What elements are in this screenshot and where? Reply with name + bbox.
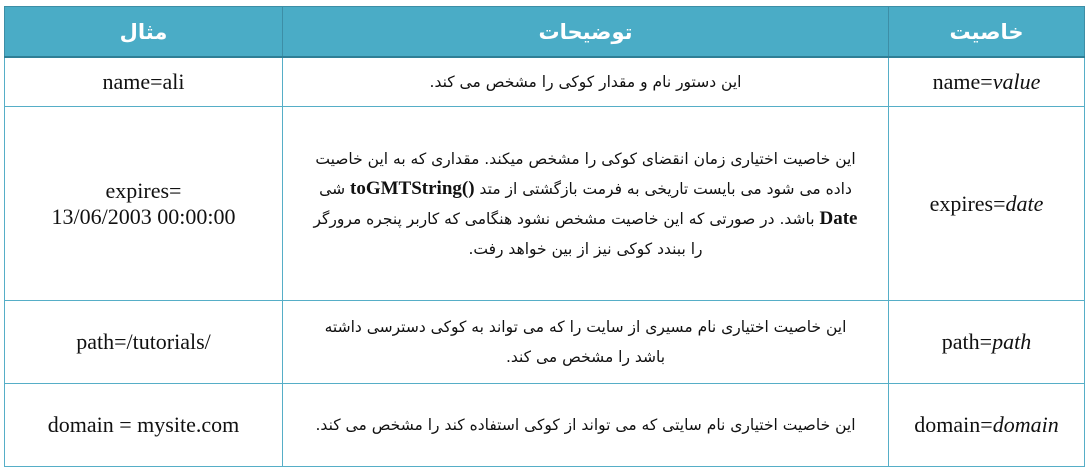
description-cell: این دستور نام و مقدار کوکی را مشخص می کند. xyxy=(283,57,889,107)
description-text-after: باشد. در صورتی که این خاصیت مشخص نشود هنگامی که کاربر پنجره مرورگر را ببندد کوکی نیز از بین خواهد رفت. xyxy=(313,209,815,258)
description-cell: این خاصیت اختیاری نام سایتی که می تواند از کوکی استفاده کند را مشخص می کند. xyxy=(283,384,889,467)
property-cell xyxy=(889,107,1085,301)
header-description: توضیحات xyxy=(283,7,889,58)
example-cell: path=/tutorials/ xyxy=(5,301,283,384)
property-name: name= xyxy=(932,69,993,94)
property-cell xyxy=(889,384,1085,467)
property-name: domain= xyxy=(914,412,993,437)
property-value: date xyxy=(1005,190,1044,216)
example-line-2: 13/06/2003 00:00:00 xyxy=(51,203,236,229)
object-name: Date xyxy=(819,207,858,229)
example-cell: name=ali xyxy=(5,57,283,107)
table-row xyxy=(5,57,1085,107)
property-name: path= xyxy=(941,329,993,354)
header-property: خاصیت xyxy=(889,7,1085,58)
object-word: شی xyxy=(319,179,346,198)
property-value: path xyxy=(992,329,1032,354)
property-value: domain xyxy=(992,412,1059,437)
table-row xyxy=(5,384,1085,467)
table-row xyxy=(5,301,1085,384)
description-cell: این خاصیت اختیاری نام مسیری از سایت را که می تواند به کوکی دسترسی داشته باشد را مشخص می کند. xyxy=(283,301,889,384)
description-cell xyxy=(283,107,889,301)
property-cell xyxy=(889,57,1085,107)
method-name: toGMTString() xyxy=(350,177,475,199)
description-text-before: این خاصیت اختیاری زمان انقضای کوکی را مشخص میکند. مقداری که به این خاصیت داده می شود می بایست تاریخی به فرمت بازگشتی از متد xyxy=(315,149,856,198)
example-cell: domain = mysite.com xyxy=(5,384,283,467)
example-line-1: expires= xyxy=(105,177,182,203)
header-example: مثال xyxy=(5,7,283,58)
property-name: expires= xyxy=(929,190,1006,216)
example-cell xyxy=(5,107,283,301)
property-value: value xyxy=(992,69,1041,94)
cookie-properties-table xyxy=(4,6,1085,467)
table-row xyxy=(5,107,1085,301)
property-cell xyxy=(889,301,1085,384)
header-row xyxy=(5,7,1085,58)
